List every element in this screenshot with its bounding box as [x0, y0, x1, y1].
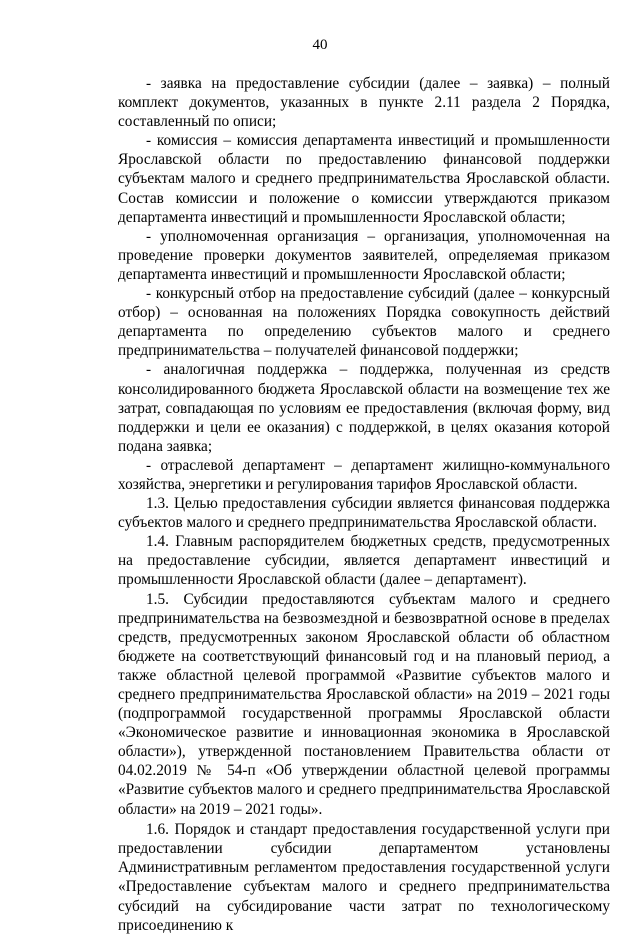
clause-1-4: 1.4. Главным распорядителем бюджетных средств, предусмотренных на предоставление субсидии, является департамент инвестиций и промышленности Ярославской области (далее – департамент).: [118, 533, 610, 589]
page-number: 40: [312, 37, 328, 53]
clause-1-5: 1.5. Субсидии предоставляются субъектам малого и среднего предпринимательства на безвозмездной и безвозвратной основе в пределах средств, предусмотренных законом Ярославской области об областном бюджете на соответствующий финансовый год и на плановый период, а также областной целевой программой «Развитие субъектов малого и среднего предпринимательства Ярославской области» на 2019 – 2021 годы (подпрограммой государственной программы Ярославской области «Экономическое развитие и инновационная экономика в Ярославской области»), утвержденной постановлением Правительства области от 04.02.2019 № 54-п «Об утверждении областной целевой программы «Развитие субъектов малого и среднего предпринимательства Ярославской области» на 2019 – 2021 годы».: [118, 590, 610, 818]
definition-application: - заявка на предоставление субсидии (далее – заявка) – полный комплект документов, указанных в пункте 2.11 раздела 2 Порядка, составленный по описи;: [118, 75, 610, 131]
definition-sectoral-department: - отраслевой департамент – департамент жилищно-коммунального хозяйства, энергетики и регулирования тарифов Ярославской области.: [118, 456, 610, 493]
clause-1-3: 1.3. Целью предоставления субсидии является финансовая поддержка субъектов малого и среднего предпринимательства Ярославской области.: [118, 495, 610, 532]
definition-competitive-selection: - конкурсный отбор на предоставление субсидий (далее – конкурсный отбор) – основанная на положениях Порядка совокупность действий департамента по определению субъектов малого и среднего предпринимательства – получателей финансовой поддержки;: [118, 285, 610, 360]
document-body: [118, 74, 610, 935]
definition-authorized-organization: - уполномоченная организация – организация, уполномоченная на проведение проверки документов заявителей, определяемая приказом департамента инвестиций и промышленности Ярославской области;: [118, 227, 610, 283]
definition-commission: - комиссия – комиссия департамента инвестиций и промышленности Ярославской области по предоставлению финансовой поддержки субъектам малого и среднего предпринимательства Ярославской области. Состав комиссии и положение о комиссии утверждаются приказом департамента инвестиций и промышленности Ярославской области;: [118, 132, 610, 226]
definition-similar-support: - аналогичная поддержка – поддержка, полученная из средств консолидированного бюджета Ярославской области на возмещение тех же затрат, совпадающая по условиям ее предоставления (включая форму, вид поддержки и цели ее оказания) с поддержкой, в целях оказания которой подана заявка;: [118, 361, 610, 455]
clause-1-6: 1.6. Порядок и стандарт предоставления государственной услуги при предоставлении субсидии департаментом установлены Административным регламентом предоставления государственной услуги «Предоставление субъектам малого и среднего предпринимательства субсидий на субсидирование части затрат по технологическому присоединению к: [118, 821, 610, 934]
